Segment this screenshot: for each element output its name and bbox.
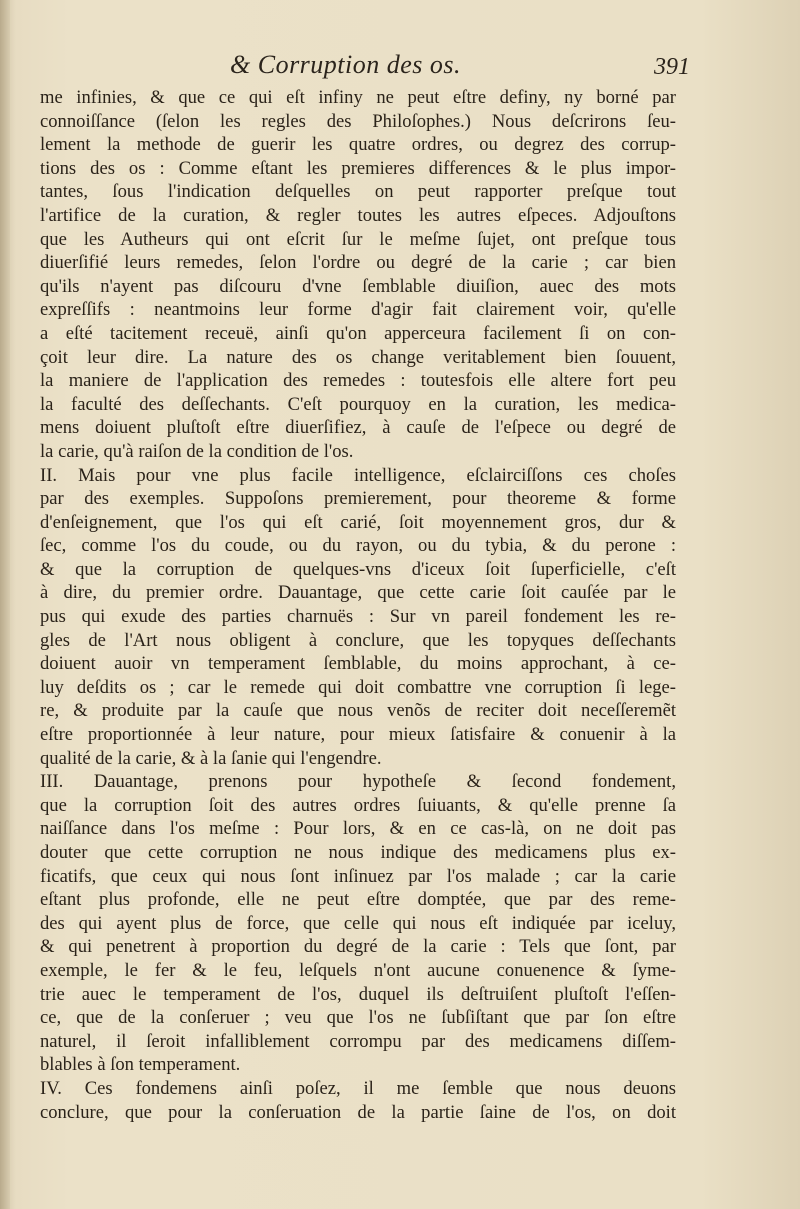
text-line: II. Mais pour vne plus facile intelligence, eſclairciſſons ces choſes xyxy=(40,464,676,486)
text-line: pus qui exude des parties charnuës : Sur vn pareil fondement les re- xyxy=(40,606,676,628)
text-line: que les Autheurs qui ont eſcrit ſur le meſme ſujet, ont preſque tous xyxy=(40,228,676,250)
text-line: qu'ils n'ayent pas diſcouru d'vne ſemblable diuiſion, auec des mots xyxy=(40,275,676,297)
text-line: lement la methode de guerir les quatre ordres, ou degrez des corrup- xyxy=(40,134,676,156)
text-line: mens doiuent pluſtoſt eſtre diuerſifiez, à cauſe de l'eſpece ou degré de xyxy=(40,417,676,439)
text-line: la maniere de l'application des remedes : toutesfois elle altere fort peu xyxy=(40,370,676,392)
text-line: à dire, du premier ordre. Dauantage, que cette carie ſoit cauſée par le xyxy=(40,582,676,604)
text-line: par des exemples. Suppoſons premierement, pour theoreme & forme xyxy=(40,488,676,510)
text-line: naturel, il ſeroit infalliblement corrompu par des medicamens diſſem- xyxy=(40,1030,676,1052)
text-line: tantes, ſous l'indication deſquelles on peut rapporter preſque tout xyxy=(40,181,676,203)
text-line: & qui penetrent à proportion du degré de la carie : Tels que ſont, par xyxy=(40,936,676,958)
text-line: que la corruption ſoit des autres ordres ſuiuants, & qu'elle prenne ſa xyxy=(40,794,676,816)
page-spine-shadow xyxy=(0,0,10,1209)
text-line: la carie, qu'à raiſon de la condition de l'os. xyxy=(40,440,354,462)
text-line: tions des os : Comme eſtant les premieres differences & le plus impor- xyxy=(40,157,676,179)
page-header xyxy=(70,50,690,90)
text-line: expreſſifs : neantmoins leur forme d'agir fait clairement voir, qu'elle xyxy=(40,299,676,321)
text-line: l'artifice de la curation, & regler toutes les autres eſpeces. Adjouſtons xyxy=(40,204,676,226)
text-line: connoiſſance (ſelon les regles des Philoſophes.) Nous deſcrirons ſeu- xyxy=(40,110,676,132)
text-line: çoit leur dire. La nature des os change veritablement bien ſouuent, xyxy=(40,346,676,368)
text-line: la faculté des deſſechants. C'eſt pourquoy en la curation, les medica- xyxy=(40,393,676,415)
text-line: qualité de la carie, & à la ſanie qui l'engendre. xyxy=(40,747,382,769)
text-line: naiſſance dans l'os meſme : Pour lors, & en ce cas-là, on ne doit pas xyxy=(40,818,676,840)
page-number: 391 xyxy=(654,54,690,80)
text-line: conclure, que pour la conſeruation de la partie ſaine de l'os, on doit xyxy=(40,1101,676,1123)
text-line: IV. Ces fondemens ainſi poſez, il me ſemble que nous deuons xyxy=(40,1077,676,1099)
text-line: ſec, comme l'os du coude, ou du rayon, ou du tybia, & du perone : xyxy=(40,535,676,557)
text-line: des qui ayent plus de force, que celle qui nous eſt indiquée par iceluy, xyxy=(40,912,676,934)
text-line: trie auec le temperament de l'os, duquel ils deſtruiſent pluſtoſt l'eſſen- xyxy=(40,983,676,1005)
text-line: eſtre proportionnée à leur nature, pour mieux ſatisfaire & conuenir à la xyxy=(40,724,676,746)
text-line: III. Dauantage, prenons pour hypotheſe & ſecond fondement, xyxy=(40,771,676,793)
text-line: d'enſeignement, que l'os qui eſt carié, ſoit moyennement gros, dur & xyxy=(40,511,676,533)
text-line: & que la corruption de quelques-vns d'iceux ſoit ſuperficielle, c'eſt xyxy=(40,558,676,580)
text-line: a eſté tacitement receuë, ainſi qu'on apperceura facilement ſi on con- xyxy=(40,322,676,344)
running-title: & Corruption des os. xyxy=(230,50,462,79)
text-line: blables à ſon temperament. xyxy=(40,1054,241,1076)
text-line: douter que cette corruption ne nous indique des medicamens plus ex- xyxy=(40,842,676,863)
text-line: exemple, le fer & le feu, leſquels n'ont aucune conuenence & ſyme- xyxy=(40,959,676,981)
text-line: ficatifs, que ceux qui nous ſont inſinuez par l'os malade ; car la carie xyxy=(40,865,676,887)
text-line: doiuent auoir vn temperament ſemblable, du moins approchant, à ce- xyxy=(40,653,676,675)
body-text xyxy=(40,86,676,1124)
text-line: eſtant plus profonde, elle ne peut eſtre domptée, que par des reme- xyxy=(40,889,676,911)
text-line: gles de l'Art nous obligent à conclure, que les topyques deſſechants xyxy=(40,629,676,651)
text-line: diuerſifié leurs remedes, ſelon l'ordre ou degré de la carie ; car bien xyxy=(40,252,676,274)
text-line: me infinies, & que ce qui eſt infiny ne peut eſtre definy, ny borné par xyxy=(40,87,676,108)
text-line: re, & produite par la cauſe que nous venõs de reciter doit neceſſeremẽt xyxy=(40,700,676,722)
text-line: luy deſdits os ; car le remede qui doit combattre vne corruption ſi lege- xyxy=(40,676,676,698)
text-line: ce, que de la conſeruer ; veu que l'os ne ſubſiſtant que par ſon eſtre xyxy=(40,1007,676,1029)
